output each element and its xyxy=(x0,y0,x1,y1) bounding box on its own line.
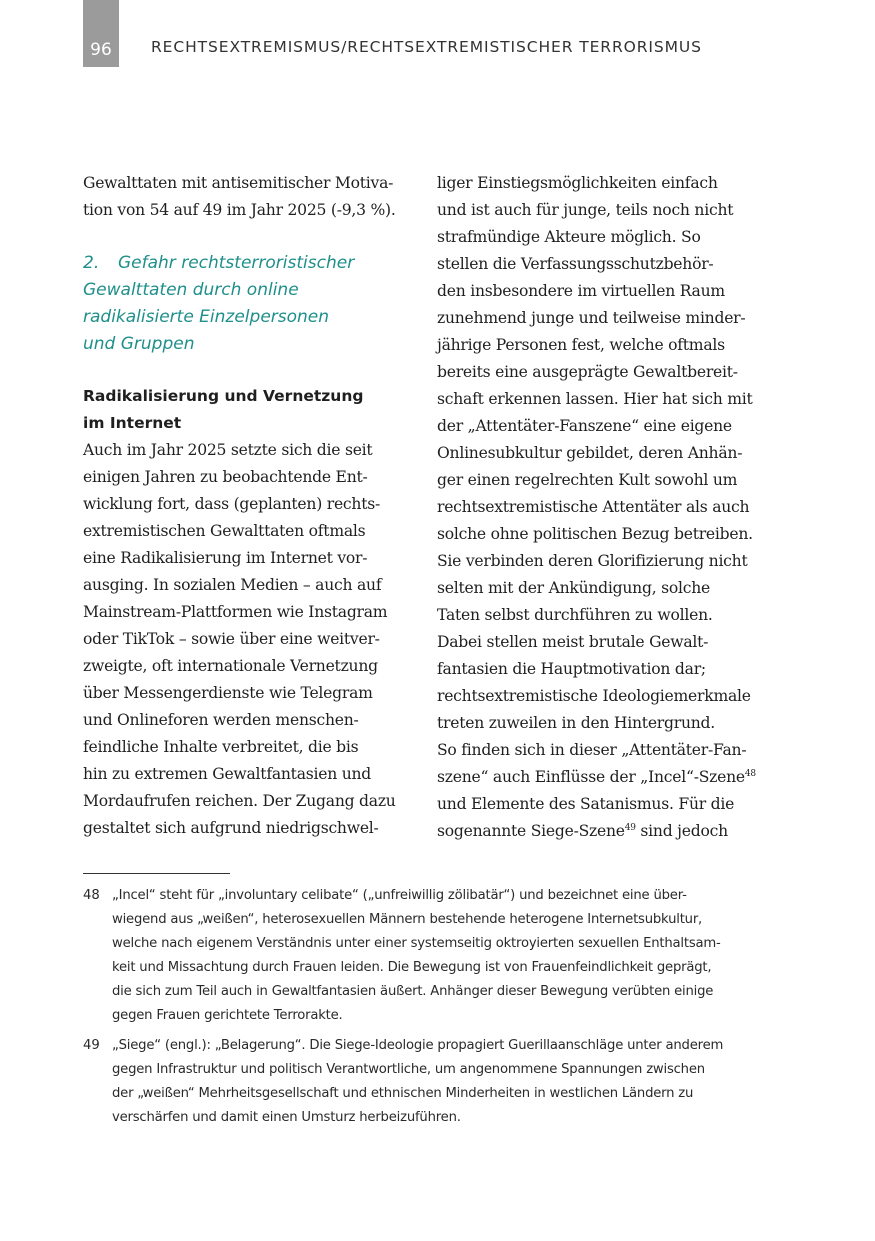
body-line: rechtsextremistische Attentäter als auch xyxy=(437,498,750,516)
footnote-49 xyxy=(83,1034,763,1130)
body-line: Taten selbst durchführen zu wollen. xyxy=(437,606,713,624)
body-line: Mordaufrufen reichen. Der Zugang dazu xyxy=(83,792,396,810)
section-heading-line: radikalisierte Einzelpersonen xyxy=(83,307,330,327)
footnotes xyxy=(83,884,763,1136)
footnote-line: welche nach eigenem Verständnis unter einer systemseitig oktroyierten sexuellen Enthaltsam- xyxy=(112,936,721,951)
body-line: sogenannte Siege-Szene$^{49}$ sind jedoch xyxy=(437,822,728,840)
body-line: Mainstream-Plattformen wie Instagram xyxy=(83,603,388,621)
body-line: Auch im Jahr 2025 setzte sich die seit xyxy=(83,441,373,459)
body-line: und Elemente des Satanismus. Für die xyxy=(437,795,735,813)
body-line: rechtsextremistische Ideologiemerkmale xyxy=(437,687,751,705)
body-line: den insbesondere im virtuellen Raum xyxy=(437,282,725,300)
footnote-ref-49[interactable]: 49 xyxy=(624,823,636,833)
footnote-line: „Incel“ steht für „involuntary celibate“ („unfreiwillig zölibatär“) und bezeichnet eine über- xyxy=(112,888,687,903)
left-column xyxy=(83,170,405,842)
body-line: zweigte, oft internationale Vernetzung xyxy=(83,657,378,675)
subheading-line: Radikalisierung und Vernetzung xyxy=(83,387,364,405)
body-line: und ist auch für junge, teils noch nicht xyxy=(437,201,734,219)
body-line: treten zuweilen in den Hintergrund. xyxy=(437,714,715,732)
body-line: strafmündige Akteure möglich. So xyxy=(437,228,701,246)
body-line: hin zu extremen Gewaltfantasien und xyxy=(83,765,372,783)
body-line: feindliche Inhalte verbreitet, die bis xyxy=(83,738,359,756)
footnote-number: 48 xyxy=(83,888,100,903)
body-line: tion von 54 auf 49 im Jahr 2025 (-9,3 %). xyxy=(83,201,396,219)
footnote-line: der „weißen“ Mehrheitsgesellschaft und ethnischen Minderheiten in westlichen Ländern zu xyxy=(112,1086,694,1101)
body-line: oder TikTok – sowie über eine weitver- xyxy=(83,630,380,648)
footnote-divider xyxy=(83,873,230,874)
body-line: So finden sich in dieser „Attentäter-Fan- xyxy=(437,741,747,759)
body-line: ausging. In sozialen Medien – auch auf xyxy=(83,576,382,594)
page-number: 96 xyxy=(83,0,119,67)
body-line: selten mit der Ankündigung, solche xyxy=(437,579,710,597)
body-line: bereits eine ausgeprägte Gewaltbereit- xyxy=(437,363,738,381)
section-heading-line: Gewalttaten durch online xyxy=(83,280,299,300)
body-line: ger einen regelrechten Kult sowohl um xyxy=(437,471,738,489)
footnote-line: gegen Infrastruktur und politisch Verantwortliche, um angenommene Spannungen zwischen xyxy=(112,1062,705,1077)
footnote-line: verschärfen und damit einen Umsturz herbeizuführen. xyxy=(112,1110,461,1125)
body-line: stellen die Verfassungsschutzbehör- xyxy=(437,255,714,273)
right-column xyxy=(437,170,759,845)
body-line: und Onlineforen werden menschen- xyxy=(83,711,359,729)
body-line: gestaltet sich aufgrund niedrigschwel- xyxy=(83,819,379,837)
footnote-48 xyxy=(83,884,763,1028)
footnote-ref-48[interactable]: 48 xyxy=(744,769,756,779)
section-number: 2. xyxy=(83,253,100,273)
body-line: extremistischen Gewalttaten oftmals xyxy=(83,522,366,540)
subheading-line: im Internet xyxy=(83,414,182,432)
body-line: Sie verbinden deren Glorifizierung nicht xyxy=(437,552,748,570)
footnote-line: die sich zum Teil auch in Gewaltfantasien äußert. Anhänger dieser Bewegung verübten einige xyxy=(112,984,714,999)
body-line: über Messengerdienste wie Telegram xyxy=(83,684,373,702)
body-line: Onlinesubkultur gebildet, deren Anhän- xyxy=(437,444,743,462)
footnote-number: 49 xyxy=(83,1038,100,1053)
body-line: Gewalttaten mit antisemitischer Motiva- xyxy=(83,174,394,192)
body-line: liger Einstiegsmöglichkeiten einfach xyxy=(437,174,718,192)
footnote-line: gegen Frauen gerichtete Terrorakte. xyxy=(112,1008,343,1023)
running-title: RECHTSEXTREMISMUS/RECHTSEXTREMISTISCHER TERRORISMUS xyxy=(151,38,702,56)
body-line: schaft erkennen lassen. Hier hat sich mit xyxy=(437,390,753,408)
body-line: solche ohne politischen Bezug betreiben. xyxy=(437,525,753,543)
footnote-line: wiegend aus „weißen“, heterosexuellen Männern bestehende heterogene Internetsubkultur, xyxy=(112,912,703,927)
section-heading-line: und Gruppen xyxy=(83,334,195,354)
body-line: Dabei stellen meist brutale Gewalt- xyxy=(437,633,709,651)
body-line: der „Attentäter-Fanszene“ eine eigene xyxy=(437,417,732,435)
body-line: eine Radikalisierung im Internet vor- xyxy=(83,549,368,567)
footnote-line: keit und Missachtung durch Frauen leiden. Die Bewegung ist von Frauenfeindlichkeit geprägt, xyxy=(112,960,712,975)
body-line: zunehmend junge und teilweise minder- xyxy=(437,309,746,327)
body-line: einigen Jahren zu beobachtende Ent- xyxy=(83,468,368,486)
body-line: wicklung fort, dass (geplanten) rechts- xyxy=(83,495,380,513)
footnote-line: „Siege“ (engl.): „Belagerung“. Die Siege-Ideologie propagiert Guerillaanschläge unter anderem xyxy=(112,1038,724,1053)
body-line: fantasien die Hauptmotivation dar; xyxy=(437,660,706,678)
body-line: szene“ auch Einflüsse der „Incel“-Szene$^{48}$ xyxy=(437,768,756,786)
section-heading-line: 2. Gefahr rechtsterroristischer xyxy=(83,250,405,277)
body-line: jährige Personen fest, welche oftmals xyxy=(437,336,725,354)
